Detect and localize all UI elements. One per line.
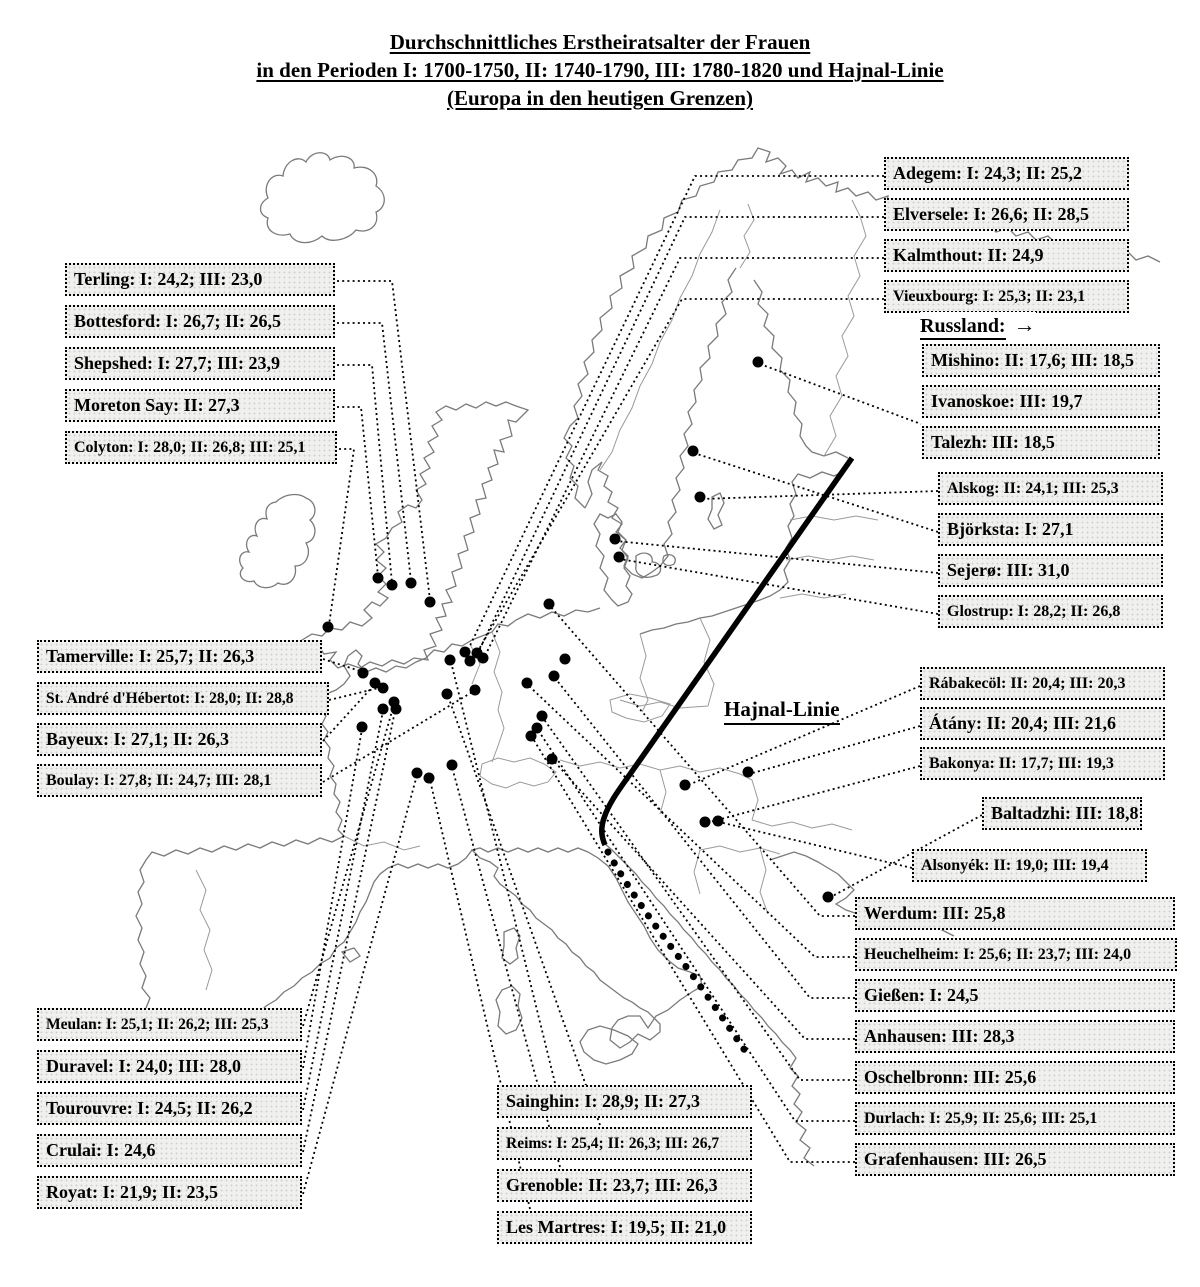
label-text: Vieuxbourg: I: 25,3; II: 23,1 xyxy=(893,287,1086,305)
map-dot xyxy=(425,597,436,608)
label-box-boulay xyxy=(37,764,322,797)
leader-line xyxy=(749,726,920,774)
label-box-moreton-say xyxy=(65,389,335,422)
coastline-balearic xyxy=(342,948,360,962)
label-box-durlach xyxy=(855,1102,1175,1135)
coastline-iceland xyxy=(261,153,385,243)
map-dot xyxy=(391,704,402,715)
map-dot xyxy=(526,731,537,742)
label-box-grafenhausen xyxy=(855,1143,1175,1176)
map-dot xyxy=(373,573,384,584)
label-text: Werdum: III: 25,8 xyxy=(864,903,1006,923)
map-dot xyxy=(537,711,548,722)
map-dot xyxy=(823,892,834,903)
map-dot xyxy=(470,685,481,696)
label-text: Crulai: I: 24,6 xyxy=(46,1140,156,1160)
label-box-bottesford xyxy=(65,305,335,338)
label-box-glostrup xyxy=(938,595,1163,628)
label-text: Bayeux: I: 27,1; II: 26,3 xyxy=(46,729,229,749)
map-dot xyxy=(680,780,691,791)
coastline-finland xyxy=(754,280,848,458)
label-box-les-martres xyxy=(497,1211,752,1244)
label-box-werdum xyxy=(855,897,1175,930)
label-text: Boulay: I: 27,8; II: 24,7; III: 28,1 xyxy=(46,771,272,789)
leader-line xyxy=(528,685,855,957)
leader-line xyxy=(760,364,921,424)
map-dot xyxy=(610,534,621,545)
label-text: Rábakecöl: II: 20,4; III: 20,3 xyxy=(929,674,1126,692)
map-dot xyxy=(614,552,625,563)
coastline-italy xyxy=(472,848,702,1048)
border-czech xyxy=(610,694,670,722)
label-text: Mishino: II: 17,6; III: 18,5 xyxy=(931,350,1135,370)
map-dot xyxy=(447,760,458,771)
leader-line xyxy=(329,449,354,625)
border-norway-sweden xyxy=(600,210,720,470)
leader-line xyxy=(466,176,884,654)
hajnal-line-dashed xyxy=(608,852,750,1058)
label-text: Tourouvre: I: 24,5; II: 26,2 xyxy=(46,1098,253,1118)
coastline-corsica xyxy=(502,928,520,964)
label-box-bakonya xyxy=(920,747,1165,780)
border-switzerland xyxy=(480,758,556,788)
label-box-colyton xyxy=(65,431,337,464)
map-dot xyxy=(544,599,555,610)
label-box-giessen xyxy=(855,979,1175,1012)
label-text: Adegem: I: 24,3; II: 25,2 xyxy=(893,163,1082,183)
map-dot xyxy=(688,446,699,457)
label-text: Sainghin: I: 28,9; II: 27,3 xyxy=(506,1091,701,1111)
label-box-meulan xyxy=(37,1008,302,1041)
label-box-reims xyxy=(497,1127,752,1160)
border-germany-east xyxy=(640,634,648,712)
label-text: Moreton Say: II: 27,3 xyxy=(74,395,240,415)
map-dot xyxy=(713,816,724,827)
label-text: Glostrup: I: 28,2; II: 26,8 xyxy=(947,602,1121,620)
border-finland-russia xyxy=(824,200,866,456)
page-title xyxy=(0,28,1200,112)
label-text: Alskog: II: 24,1; III: 25,3 xyxy=(947,479,1119,497)
label-box-alskog xyxy=(938,472,1163,505)
leader-line xyxy=(706,766,920,823)
label-box-grenoble xyxy=(497,1169,752,1202)
label-box-baltadzhi xyxy=(982,797,1142,830)
map-dot xyxy=(424,773,435,784)
title-line-2: in den Perioden I: 1700-1750, II: 1740-1790, III: 1780-1820 und Hajnal-Linie xyxy=(256,58,944,82)
label-box-royat xyxy=(37,1176,302,1209)
leader-line xyxy=(448,696,600,1125)
label-text: Colyton: I: 28,0; II: 26,8; III: 25,1 xyxy=(74,438,306,456)
leader-line xyxy=(483,258,884,660)
label-text: St. André d'Hébertot: I: 28,0; II: 28,8 xyxy=(46,689,294,707)
map-dot xyxy=(323,622,334,633)
label-box-oschelbronn xyxy=(855,1061,1175,1094)
label-box-kalmthout xyxy=(884,239,1129,272)
russland-arrow-icon: → xyxy=(1013,312,1036,337)
hajnal-line xyxy=(602,458,852,845)
leader-lines xyxy=(303,176,982,1209)
label-text: Kalmthout: II: 24,9 xyxy=(893,245,1044,265)
label-text: Átány: II: 20,4; III: 21,6 xyxy=(929,713,1117,733)
border-portugal xyxy=(196,870,212,990)
map-dot xyxy=(547,754,558,765)
label-box-shepshed xyxy=(65,347,335,380)
label-text: Meulan: I: 25,1; II: 26,2; III: 25,3 xyxy=(46,1015,269,1033)
label-text: Bakonya: II: 17,7; III: 19,3 xyxy=(929,754,1114,772)
coastline-gotland xyxy=(708,493,724,529)
border-baltics xyxy=(780,516,878,598)
map-dot xyxy=(465,656,476,667)
label-box-bjorksta xyxy=(938,513,1163,546)
label-box-mishino xyxy=(922,344,1160,377)
label-text: Alsonyék: II: 19,0; III: 19,4 xyxy=(921,856,1109,874)
label-text: Oschelbronn: III: 25,6 xyxy=(864,1067,1037,1087)
label-text: Björksta: I: 27,1 xyxy=(947,519,1074,539)
coastline-sweden xyxy=(585,268,736,578)
label-box-tamerville xyxy=(37,640,322,673)
map-dot xyxy=(378,683,389,694)
label-box-vieuxbourg xyxy=(884,280,1129,313)
label-text: Grenoble: II: 23,7; III: 26,3 xyxy=(506,1175,718,1195)
leader-line xyxy=(538,730,855,1121)
map-dot xyxy=(387,580,398,591)
leader-line xyxy=(550,606,855,916)
leader-line xyxy=(543,718,855,1080)
label-text: Les Martres: I: 19,5; II: 21,0 xyxy=(506,1217,727,1237)
map-dot xyxy=(406,578,417,589)
label-box-sejero xyxy=(938,554,1163,587)
label-box-crulai xyxy=(37,1134,302,1167)
label-box-sainghin xyxy=(497,1085,752,1118)
label-text: Baltadzhi: III: 18,8 xyxy=(991,803,1139,823)
label-text: Royat: I: 21,9; II: 23,5 xyxy=(46,1182,218,1202)
leader-line xyxy=(337,365,392,583)
leader-line xyxy=(337,407,378,576)
label-box-terling xyxy=(65,263,335,296)
label-text: Sejerø: III: 31,0 xyxy=(947,560,1070,580)
map-dot xyxy=(700,817,711,828)
map-dot xyxy=(378,704,389,715)
coastline-iberia xyxy=(136,836,472,1032)
coastline-sicily xyxy=(580,1026,638,1064)
russland-label: Russland: xyxy=(920,315,1006,340)
title-line-1: Durchschnittliches Erstheiratsalter der Frauen xyxy=(389,30,811,54)
label-text: Shepshed: I: 27,7; III: 23,9 xyxy=(74,353,281,373)
label-box-talezh xyxy=(922,426,1160,459)
label-text: Ivanoskoe: III: 19,7 xyxy=(931,391,1083,411)
leader-line xyxy=(553,760,855,1039)
map-dot xyxy=(695,492,706,503)
label-box-ivanoskoe xyxy=(922,385,1160,418)
map-dot xyxy=(549,671,560,682)
label-box-duravel xyxy=(37,1050,302,1083)
label-box-anhausen xyxy=(855,1020,1175,1053)
label-text: Anhausen: III: 28,3 xyxy=(864,1026,1015,1046)
map-dot xyxy=(357,722,368,733)
map-dot xyxy=(358,668,369,679)
label-box-st-andre xyxy=(37,682,329,715)
label-box-adegem xyxy=(884,157,1129,190)
map-dot xyxy=(560,654,571,665)
map-dot xyxy=(442,689,453,700)
label-box-elversele xyxy=(884,198,1129,231)
label-text: Duravel: I: 24,0; III: 28,0 xyxy=(46,1056,241,1076)
leader-line xyxy=(701,491,938,499)
label-text: Reims: I: 25,4; II: 26,3; III: 26,7 xyxy=(506,1134,720,1152)
map-dot xyxy=(753,357,764,368)
label-text: Terling: I: 24,2; III: 23,0 xyxy=(74,269,263,289)
label-box-rabakecol xyxy=(920,667,1165,700)
label-text: Bottesford: I: 26,7; II: 26,5 xyxy=(74,311,281,331)
leader-line xyxy=(323,659,363,672)
label-text: Gießen: I: 24,5 xyxy=(864,985,979,1005)
label-box-atany xyxy=(920,707,1165,740)
russland-header xyxy=(920,312,1036,338)
leader-line xyxy=(337,323,411,581)
label-text: Tamerville: I: 25,7; II: 26,3 xyxy=(46,646,255,666)
map-dot xyxy=(522,678,533,689)
map-dot xyxy=(743,767,754,778)
map-dots xyxy=(323,357,834,903)
label-text: Heuchelheim: I: 25,6; II: 23,7; III: 24,0 xyxy=(864,945,1132,963)
border-austria-hungary xyxy=(560,760,758,820)
leader-line xyxy=(620,559,938,614)
border-pyrenees xyxy=(344,836,420,850)
leader-line xyxy=(477,217,884,655)
label-box-alsonyek xyxy=(912,849,1147,882)
label-box-heuchelheim xyxy=(855,938,1177,971)
map-dot xyxy=(445,655,456,666)
label-text: Grafenhausen: III: 26,5 xyxy=(864,1149,1047,1169)
label-text: Talezh: III: 18,5 xyxy=(931,432,1055,452)
title-line-3: (Europa in den heutigen Grenzen) xyxy=(446,86,754,110)
label-text: Durlach: I: 25,9; II: 25,6; III: 25,1 xyxy=(864,1109,1098,1127)
label-box-tourouvre xyxy=(37,1092,302,1125)
coastline-ireland xyxy=(240,495,315,588)
hajnal-line-label: Hajnal-Linie xyxy=(724,697,840,725)
coastline-west-europe xyxy=(295,608,600,836)
map-dot xyxy=(478,653,489,664)
label-text: Elversele: I: 26,6; II: 28,5 xyxy=(893,204,1089,224)
label-box-bayeux xyxy=(37,723,322,756)
map-dot xyxy=(412,768,423,779)
